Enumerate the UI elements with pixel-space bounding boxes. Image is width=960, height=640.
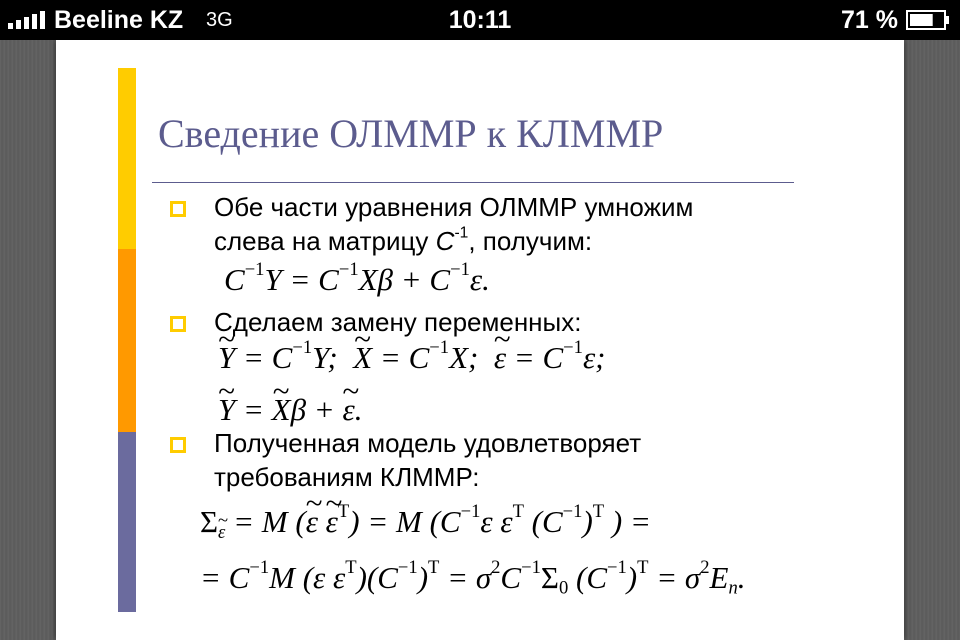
bullet-1-line-1: Обе части уравнения ОЛММР умножим	[214, 192, 694, 222]
clock: 10:11	[448, 6, 512, 34]
bullet-1-line-2: слева на матрицу $C^{-1}$, получим:	[214, 224, 593, 256]
carrier-name: Beeline KZ	[54, 6, 184, 34]
accent-bar-yellow	[118, 68, 136, 249]
slide-title: Сведение ОЛММР к КЛММР	[158, 111, 664, 156]
bullet-2-line-1: Сделаем замену переменных:	[214, 307, 582, 337]
status-bar	[0, 0, 960, 40]
bullet-3-text	[214, 426, 641, 494]
accent-bar-orange	[118, 249, 136, 432]
square-bullet-icon	[170, 316, 186, 332]
formula-transformed-model: ~ Y = ~ Xβ + ~ ε.	[218, 392, 362, 428]
bullet-1-text	[214, 190, 693, 258]
formula-covariance-line-2: = $C^{-1}M$ (ε $\varepsilon^T)(C^{-1})^T = \sigma^2C^{-1}\Sigma_0$ $(C^{-1})^T = \sigma^2E_n$.	[200, 557, 746, 599]
slide[interactable]	[56, 40, 904, 640]
accent-bar-purple	[118, 432, 136, 612]
bullet-2-text	[214, 305, 581, 339]
battery-percent: 71 %	[841, 6, 898, 34]
title-divider	[152, 182, 794, 183]
formula-substitution: ~ $Y = C^{-1}Y$; ~ $X = C^{-1}X$; ~ $\varepsilon = C^{-1}\varepsilon$;	[218, 340, 606, 376]
bullet-3-line-1: Полученная модель удовлетворяет	[214, 428, 642, 458]
bullet-3-line-2: требованиям КЛММР:	[214, 462, 480, 492]
square-bullet-icon	[170, 201, 186, 217]
formula-covariance-line-1: $\Sigma_\varepsilon = M$ (~ ε ~ $\varepsilon^T) = M$ ($C^{-1}\varepsilon$ $\varepsilon^T$ $(C^{-1})^T$ ) =	[200, 504, 651, 540]
network-type: 3G	[206, 9, 233, 31]
square-bullet-icon	[170, 437, 186, 453]
formula-premultiply: $C^{-1}Y = C^{-1}X\beta + C^{-1}\varepsilon$.	[224, 259, 490, 297]
battery-icon	[906, 10, 950, 30]
